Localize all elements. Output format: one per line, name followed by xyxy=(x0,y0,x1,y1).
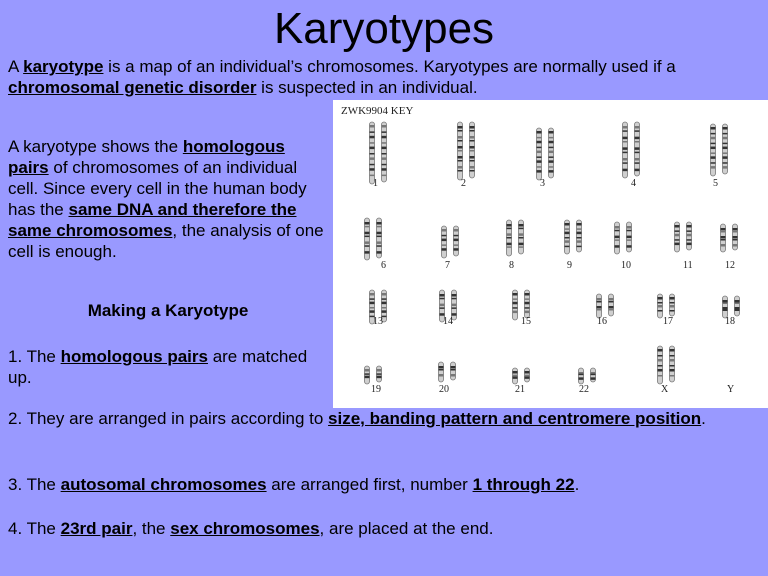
chromosome-label: Y xyxy=(727,384,735,395)
chromosome-pair-X xyxy=(658,346,675,384)
chromosome-label: 6 xyxy=(381,260,386,271)
chromosome-label: 16 xyxy=(597,316,607,327)
step-4: 4. The 23rd pair, the sex chromosomes, are placed at the end. xyxy=(8,519,494,538)
chromosome-pair-17 xyxy=(658,294,675,318)
chromosome-label: 11 xyxy=(683,260,693,271)
chromosome-label: 21 xyxy=(515,384,525,395)
chromosome-pair-8 xyxy=(507,220,524,256)
chromosome-pair-18 xyxy=(723,296,740,318)
chromosome-pair-7 xyxy=(442,226,459,258)
chromosome-label: 1 xyxy=(373,178,378,189)
slide-title: Karyotypes xyxy=(273,4,495,53)
chromosome-label: 9 xyxy=(567,260,572,271)
chromosome-label: 22 xyxy=(579,384,589,395)
chromosome-label: 10 xyxy=(621,260,631,271)
chromosome-label: 3 xyxy=(540,178,545,189)
karyotype-key-label: ZWK9904 KEY xyxy=(341,105,414,117)
step-1: 1. The homologous pairs are matched up. xyxy=(8,347,308,387)
chromosome-label: 8 xyxy=(509,260,514,271)
chromosome-label: X xyxy=(661,384,669,395)
chromosome-pair-11 xyxy=(675,222,692,252)
chromosome-label: 18 xyxy=(725,316,735,327)
chromosome-pair-5 xyxy=(711,124,728,176)
chromosome-label: 20 xyxy=(439,384,449,395)
step-2: 2. They are arranged in pairs according to size, banding pattern and centromere position. xyxy=(8,409,706,428)
chromosome-pair-4 xyxy=(623,122,640,178)
chromosome-pair-2 xyxy=(458,122,475,180)
chromosome-label: 5 xyxy=(713,178,718,189)
term-same-dna: same DNA and therefore the same chromosomes xyxy=(8,200,297,240)
chromosome-label: 19 xyxy=(371,384,381,395)
chromosome-pair-1 xyxy=(370,122,387,184)
karyotype-image xyxy=(333,100,768,408)
chromosome-pair-12 xyxy=(721,224,738,252)
chromosome-pair-10 xyxy=(615,222,632,254)
chromosome-label: 17 xyxy=(663,316,673,327)
chromosome-pair-22 xyxy=(579,368,596,384)
chromosome-label: 13 xyxy=(373,316,383,327)
chromosome-label: 14 xyxy=(443,316,453,327)
chromosome-pair-9 xyxy=(565,220,582,254)
chromosome-label: 2 xyxy=(461,178,466,189)
chromosome-pair-20 xyxy=(439,362,456,382)
intro-paragraph: A karyotype is a map of an individual’s chromosomes. Karyotypes are normally used if a chromosomal genetic disorder is suspected in an individual. xyxy=(8,57,676,97)
homologous-paragraph: A karyotype shows the homologous pairs of chromosomes of an individual cell. Since every cell in the human body has the same DNA and therefore the same chromosomes, the analysis of one cell is enough. xyxy=(8,137,324,261)
chromosome-pair-16 xyxy=(597,294,614,318)
chromosome-pair-6 xyxy=(365,218,382,260)
chromosome-label: 7 xyxy=(445,260,450,271)
term-karyotype: karyotype xyxy=(23,57,104,76)
chromosome-label: 12 xyxy=(725,260,735,271)
karyotype-figure xyxy=(333,100,768,408)
step-3: 3. The autosomal chromosomes are arranged first, number 1 through 22. xyxy=(8,475,580,494)
making-karyotype-heading: Making a Karyotype xyxy=(87,301,249,320)
chromosome-pair-3 xyxy=(537,128,554,180)
chromosome-pair-21 xyxy=(513,368,530,384)
term-chromosomal-genetic-disorder: chromosomal genetic disorder xyxy=(8,78,257,97)
term-homologous-pairs: homologous pairs xyxy=(8,137,285,177)
chromosome-label: 15 xyxy=(521,316,531,327)
chromosome-label: 4 xyxy=(631,178,636,189)
chromosome-pair-19 xyxy=(365,366,382,384)
